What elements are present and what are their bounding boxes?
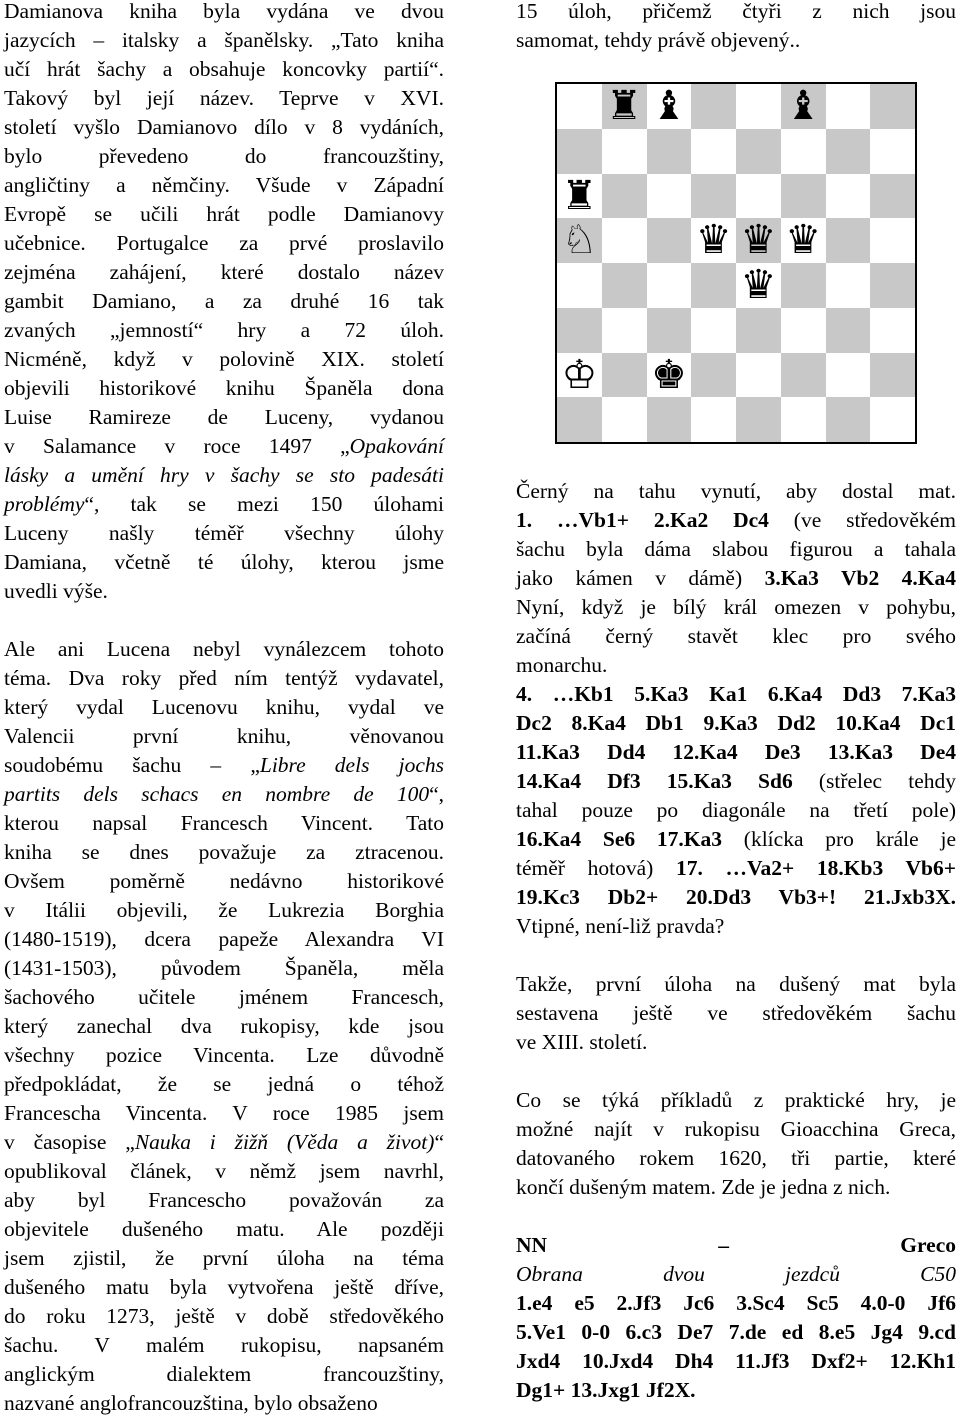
text-line <box>4 1360 444 1389</box>
board-square-a8 <box>557 84 602 129</box>
white-king-icon: ♔ <box>561 351 598 398</box>
text-line <box>516 1028 956 1057</box>
board-square-f4 <box>781 263 826 308</box>
board-square-g6 <box>826 174 871 219</box>
text-run: (1480-1519), dcera papeže Alexandra VI <box>4 927 444 951</box>
text-line <box>4 1389 444 1418</box>
text-line <box>4 461 444 490</box>
text-run: šachu. V malém rukopisu, napsaném <box>4 1333 444 1357</box>
board-square-h6 <box>870 174 915 219</box>
text-line <box>4 809 444 838</box>
text-line <box>516 970 956 999</box>
text-line <box>4 26 444 55</box>
text-line <box>4 229 444 258</box>
board-square-b1 <box>602 397 647 442</box>
text-run: jako kámen v dámě) <box>516 566 765 590</box>
board-square-g5 <box>826 218 871 263</box>
text-line <box>516 593 956 622</box>
text-run: kterou napsal Francesch Vincent. Tato <box>4 811 444 835</box>
text-run: objevili historikové knihu Španěla dona <box>4 376 444 400</box>
text-run: jsem zjistil, že první úloha na téma <box>4 1246 444 1270</box>
text-line <box>516 622 956 651</box>
text-line <box>516 1202 956 1231</box>
text-run: Ovšem poměrně nedávno historikové <box>4 869 444 893</box>
board-square-h3 <box>870 308 915 353</box>
text-line <box>516 535 956 564</box>
text-line <box>4 1273 444 1302</box>
text-run: do roku 1273, ještě v době středověkého <box>4 1304 444 1328</box>
text-run: NN – Greco <box>516 1233 956 1257</box>
black-bishop-icon: ♝ <box>650 83 687 129</box>
board-square-b4 <box>602 263 647 308</box>
text-run: sestavena ještě ve středověkém šachu <box>516 1001 956 1025</box>
board-square-c3 <box>647 308 692 353</box>
board-square-d2 <box>691 353 736 398</box>
text-run: partits dels schacs en nombre de 100 <box>4 782 430 806</box>
text-run: Luise Ramireze de Luceny, vydanou <box>4 405 444 429</box>
board-square-d4 <box>691 263 736 308</box>
text-run: předpokládat, že se jedná o téhož <box>4 1072 444 1096</box>
text-line <box>516 796 956 825</box>
board-square-e3 <box>736 308 781 353</box>
text-run: ve XIII. století. <box>516 1030 648 1054</box>
text-line <box>516 999 956 1028</box>
board-square-d8 <box>691 84 736 129</box>
text-run: 4. …Kb1 5.Ka3 Ka1 6.Ka4 Dd3 7.Ka3 <box>516 682 956 706</box>
board-square-e2 <box>736 353 781 398</box>
board-square-f1 <box>781 397 826 442</box>
text-line <box>4 1302 444 1331</box>
text-line <box>516 506 956 535</box>
text-run: “, tak se mezi 150 úlohami <box>84 492 444 516</box>
text-run: (ve středověkém <box>768 508 956 532</box>
text-line <box>4 1157 444 1186</box>
text-run: Takže, první úloha na dušený mat byla <box>516 972 956 996</box>
text-line <box>4 722 444 751</box>
text-run: Obrana dvou jezdců C50 <box>516 1262 956 1286</box>
text-run: gambit Damiano, a za druhé 16 tak <box>4 289 444 313</box>
text-run: datovaného rokem 1620, tři partie, které <box>516 1146 956 1170</box>
text-run: 3.Ka3 Vb2 4.Ka4 <box>764 566 957 590</box>
text-line <box>4 751 444 780</box>
text-run: Nyní, když je bílý král omezen v pohybu, <box>516 595 956 619</box>
text-run: (1431-1503), původem Španěla, měla <box>4 956 444 980</box>
text-run: Evropě se učili hrát podle Damianovy <box>4 202 444 226</box>
board-square-g1 <box>826 397 871 442</box>
text-line <box>516 825 956 854</box>
board-square-c7 <box>647 129 692 174</box>
text-run: 11.Ka3 Dd4 12.Ka4 De3 13.Ka3 De4 <box>516 740 956 764</box>
text-run: anglickým dialektem francouzštiny, <box>4 1362 444 1386</box>
board-square-f2 <box>781 353 826 398</box>
board-square-d3 <box>691 308 736 353</box>
text-run: v časopise „ <box>4 1130 135 1154</box>
text-run: šachu byla dáma slabou figurou a tahala <box>516 537 956 561</box>
text-run: Ale ani Lucena nebyl vynálezcem tohoto <box>4 637 444 661</box>
board-square-f3 <box>781 308 826 353</box>
board-square-d1 <box>691 397 736 442</box>
text-run: šachového učitele jménem Francesch, <box>4 985 444 1009</box>
board-square-d6 <box>691 174 736 219</box>
board-square-h2 <box>870 353 915 398</box>
text-run: Opakování <box>349 434 444 458</box>
text-line <box>4 1070 444 1099</box>
text-line <box>4 664 444 693</box>
text-line <box>4 142 444 171</box>
text-line <box>516 680 956 709</box>
text-run: jazycích – italsky a španělsky. „Tato kniha <box>4 28 444 52</box>
text-line <box>4 838 444 867</box>
text-line <box>516 1086 956 1115</box>
text-line <box>516 564 956 593</box>
text-run: 5.Ve1 0-0 6.c3 De7 7.de ed 8.e5 Jg4 9.cd <box>516 1320 956 1344</box>
board-square-e1 <box>736 397 781 442</box>
board-square-a4 <box>557 263 602 308</box>
text-line <box>4 693 444 722</box>
board-square-g3 <box>826 308 871 353</box>
text-run: opublikoval článek, v němž jsem navrhl, <box>4 1159 444 1183</box>
text-line <box>4 316 444 345</box>
text-run: 15 úloh, přičemž čtyři z nich jsou <box>516 0 956 23</box>
text-line <box>4 113 444 142</box>
text-run: v Itálii objevili, že Lukrezia Borghia <box>4 898 444 922</box>
board-square-e8 <box>736 84 781 129</box>
board-square-b3 <box>602 308 647 353</box>
text-line <box>4 200 444 229</box>
text-line <box>516 1057 956 1086</box>
text-line <box>4 780 444 809</box>
board-square-b2 <box>602 353 647 398</box>
text-line <box>4 171 444 200</box>
text-line <box>4 1215 444 1244</box>
text-run: Vtipné, není-liž pravda? <box>516 914 725 938</box>
text-line <box>516 941 956 970</box>
text-line <box>4 1186 444 1215</box>
board-square-f7 <box>781 129 826 174</box>
board-square-a3 <box>557 308 602 353</box>
board-square-g4 <box>826 263 871 308</box>
text-run: téměř hotová) <box>516 856 676 880</box>
text-line <box>4 345 444 374</box>
text-run: angličtiny a němčiny. Všude v Západní <box>4 173 444 197</box>
text-line <box>516 1260 956 1289</box>
text-run: v Salamance v roce 1497 „ <box>4 434 350 458</box>
board-square-a1 <box>557 397 602 442</box>
text-line <box>516 1231 956 1260</box>
board-square-b5 <box>602 218 647 263</box>
text-run: Libre dels jochs <box>259 753 444 777</box>
text-run: končí dušeným matem. Zde je jedna z nich. <box>516 1175 891 1199</box>
text-line <box>4 983 444 1012</box>
text-line <box>4 287 444 316</box>
text-run: zejména zahájení, které dostalo název <box>4 260 444 284</box>
black-queen-icon: ♛ <box>740 217 777 264</box>
text-line <box>4 374 444 403</box>
text-run: 16.Ka4 Se6 17.Ka3 <box>516 827 723 851</box>
black-king-icon: ♚ <box>650 351 687 398</box>
text-run: Dg1+ 13.Jxg1 Jf2X. <box>516 1378 696 1402</box>
board-square-e7 <box>736 129 781 174</box>
text-run: soudobému šachu – „ <box>4 753 260 777</box>
text-run: všechny pozice Vincenta. Lze důvodně <box>4 1043 444 1067</box>
text-line <box>4 490 444 519</box>
board-square-c6 <box>647 174 692 219</box>
chess-diagram <box>555 82 917 444</box>
text-run: Takový byl její název. Teprve v XVI. <box>4 86 444 110</box>
text-run: Jxd4 10.Jxd4 Dh4 11.Jf3 Dxf2+ 12.Kh1 <box>516 1349 956 1373</box>
text-run: učí hrát šachy a obsahuje koncovky partií“. <box>4 57 444 81</box>
black-queen-icon: ♛ <box>695 217 732 264</box>
white-knight-icon: ♘ <box>561 217 598 264</box>
text-run: aby byl Francescho považován za <box>4 1188 444 1212</box>
text-line <box>4 55 444 84</box>
board-square-h8 <box>870 84 915 129</box>
text-line <box>516 854 956 883</box>
text-line <box>516 1115 956 1144</box>
text-line <box>516 767 956 796</box>
text-line <box>4 606 444 635</box>
text-run: (střelec tehdy <box>792 769 956 793</box>
board-square-g8 <box>826 84 871 129</box>
board-square-e6 <box>736 174 781 219</box>
text-run: který vydal Lucenovu knihu, vydal ve <box>4 695 444 719</box>
text-line <box>4 403 444 432</box>
text-line <box>516 1376 956 1405</box>
text-line <box>4 432 444 461</box>
board-square-h4 <box>870 263 915 308</box>
text-run: monarchu. <box>516 653 608 677</box>
text-run: (klícka pro krále je <box>722 827 956 851</box>
text-line <box>4 896 444 925</box>
text-run: 1.e4 e5 2.Jf3 Jc6 3.Sc4 Sc5 4.0-0 Jf6 <box>516 1291 956 1315</box>
board-square-h7 <box>870 129 915 174</box>
text-line <box>4 548 444 577</box>
text-run: Valencii první knihu, věnovanou <box>4 724 444 748</box>
text-run: samomat, tehdy právě objevený.. <box>516 28 801 52</box>
board-square-c4 <box>647 263 692 308</box>
board-square-a7 <box>557 129 602 174</box>
text-line <box>516 709 956 738</box>
text-run: Co se týká příkladů z praktické hry, je <box>516 1088 956 1112</box>
text-run: který zanechal dva rukopisy, kde jsou <box>4 1014 444 1038</box>
text-line <box>4 867 444 896</box>
text-run: Francescha Vincenta. V roce 1985 jsem <box>4 1101 444 1125</box>
text-line <box>516 477 956 506</box>
text-line <box>4 1099 444 1128</box>
text-line <box>516 883 956 912</box>
text-run: Nicméně, když v polovině XIX. století <box>4 347 444 371</box>
black-queen-icon: ♛ <box>740 262 777 308</box>
board-square-c5 <box>647 218 692 263</box>
text-line <box>4 1244 444 1273</box>
text-run: nazvané anglofrancouzština, bylo obsaženo <box>4 1391 378 1415</box>
black-rook-icon: ♜ <box>606 83 643 129</box>
board-square-d7 <box>691 129 736 174</box>
text-line <box>4 1128 444 1157</box>
text-line <box>4 577 444 606</box>
text-run: možné najít v rukopisu Gioacchina Greca, <box>516 1117 956 1141</box>
text-line <box>4 1041 444 1070</box>
text-run: století vyšlo Damianovo dílo v 8 vydáních, <box>4 115 444 139</box>
text-run: lásky a umění hry v šachy se sto padesáti <box>4 463 444 487</box>
black-queen-icon: ♛ <box>785 217 822 264</box>
text-line <box>516 738 956 767</box>
text-run: objevitele dušeného matu. Ale později <box>4 1217 444 1241</box>
text-run: zvaných „jemností“ hry a 72 úloh. <box>4 318 444 342</box>
text-line <box>4 954 444 983</box>
text-line <box>4 0 444 26</box>
text-run: kniha se dnes považuje za ztracenou. <box>4 840 444 864</box>
text-run: 17. …Va2+ 18.Kb3 Vb6+ <box>675 856 956 880</box>
text-line <box>4 1331 444 1360</box>
text-line <box>516 26 956 55</box>
text-run: téma. Dva roky před ním tentýž vydavatel, <box>4 666 444 690</box>
text-run: Dc2 8.Ka4 Db1 9.Ka3 Dd2 10.Ka4 Dc1 <box>516 711 956 735</box>
text-line <box>4 258 444 287</box>
text-run: Luceny našly téměř všechny úlohy <box>4 521 444 545</box>
text-run: “ <box>434 1130 444 1154</box>
text-line <box>516 912 956 941</box>
text-run: problémy <box>4 492 85 516</box>
text-run: “, <box>429 782 444 806</box>
board-square-g7 <box>826 129 871 174</box>
text-run: 14.Ka4 Df3 15.Ka3 Sd6 <box>516 769 793 793</box>
text-line <box>516 0 956 26</box>
board-square-b6 <box>602 174 647 219</box>
text-line <box>4 84 444 113</box>
text-run: dušeného matu byla vytvořena ještě dříve, <box>4 1275 444 1299</box>
board-square-h5 <box>870 218 915 263</box>
text-line <box>516 1318 956 1347</box>
text-line <box>516 1289 956 1318</box>
text-run: učebnice. Portugalce za prvé proslavilo <box>4 231 444 255</box>
board-square-g2 <box>826 353 871 398</box>
black-bishop-icon: ♝ <box>785 83 822 129</box>
text-line <box>4 519 444 548</box>
black-rook-icon: ♜ <box>561 172 598 219</box>
text-run: Nauka i žižň (Věda a život) <box>134 1130 435 1154</box>
text-run: 1. …Vb1+ 2.Ka2 Dc4 <box>516 508 769 532</box>
text-line <box>4 925 444 954</box>
text-line <box>516 1173 956 1202</box>
text-run: začíná černý stavět klec pro svého <box>516 624 956 648</box>
text-run: uvedli výše. <box>4 579 108 603</box>
text-line <box>4 1012 444 1041</box>
board-square-h1 <box>870 397 915 442</box>
text-line <box>516 1144 956 1173</box>
board-square-b7 <box>602 129 647 174</box>
text-run: tahal pouze po diagonále na třetí pole) <box>516 798 956 822</box>
board-square-c1 <box>647 397 692 442</box>
text-run: Damiana, včetně té úlohy, kterou jsme <box>4 550 444 574</box>
text-run: 19.Kc3 Db2+ 20.Dd3 Vb3+! 21.Jxb3X. <box>516 885 956 909</box>
text-run: Damianova kniha byla vydána ve dvou <box>4 0 444 23</box>
text-run: bylo převedeno do francouzštiny, <box>4 144 444 168</box>
text-line <box>4 635 444 664</box>
board-square-f6 <box>781 174 826 219</box>
text-run: Černý na tahu vynutí, aby dostal mat. <box>516 479 956 503</box>
text-line <box>516 1347 956 1376</box>
text-line <box>516 651 956 680</box>
